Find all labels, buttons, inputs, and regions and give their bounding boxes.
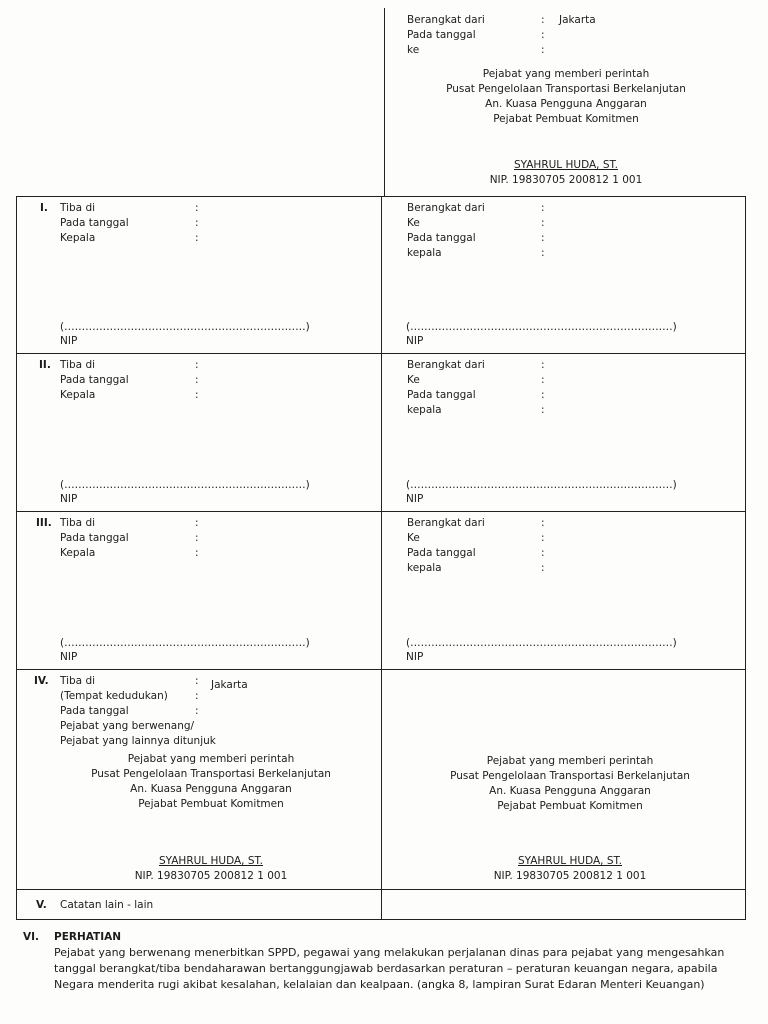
section-right-fields [407, 201, 545, 261]
label: (Tempat kedudukan) [60, 690, 168, 702]
official-line: Pusat Pengelolaan Transportasi Berkelanjutan [446, 83, 686, 95]
colon: : [195, 532, 199, 544]
section4-left-fields [60, 674, 216, 749]
row-divider [16, 889, 745, 890]
attention-text [54, 945, 744, 993]
section-left-fields [60, 358, 199, 403]
colon: : [541, 14, 545, 26]
section-left-fields [60, 201, 199, 246]
label: Berangkat dari [407, 517, 485, 529]
top-signatory-nip: NIP. 19830705 200812 1 001 [489, 174, 643, 186]
signature-line-left: (……………………………………………………………) [60, 637, 310, 649]
label: Pada tanggal [60, 374, 129, 386]
label: Ke [407, 217, 420, 229]
label: Pada tanggal [407, 389, 476, 401]
nip-label-left: NIP [60, 651, 78, 663]
colon: : [541, 29, 545, 41]
section-number: II. [39, 359, 51, 371]
signature-line-right: (…………………………………………………………………) [406, 321, 677, 333]
official-line: An. Kuasa Pengguna Anggaran [485, 98, 647, 110]
notes-label: Catatan lain - lain [60, 899, 154, 911]
official-line: An. Kuasa Pengguna Anggaran [489, 785, 651, 797]
value: Jakarta [559, 14, 596, 26]
top-signatory-name: SYAHRUL HUDA, ST. [513, 159, 619, 171]
section4-official-left [60, 752, 362, 812]
label: kepala [407, 404, 442, 416]
nip-label-left: NIP [60, 493, 78, 505]
label: Kepala [60, 547, 96, 559]
label: Berangkat dari [407, 202, 485, 214]
colon: : [541, 517, 545, 529]
colon: : [195, 359, 199, 371]
label: kepala [407, 562, 442, 574]
colon: : [541, 44, 545, 56]
section-number: VI. [23, 931, 40, 943]
section4-official-right [420, 754, 720, 814]
colon: : [195, 202, 199, 214]
label: Pada tanggal [407, 232, 476, 244]
top-departure-block [407, 13, 596, 58]
official-line: Pejabat Pembuat Komitmen [138, 798, 284, 810]
label: Tiba di [60, 359, 96, 371]
label: Kepala [60, 232, 96, 244]
colon: : [195, 690, 199, 702]
signature-line-right: (…………………………………………………………………) [406, 637, 677, 649]
signatory-name-right: SYAHRUL HUDA, ST. [517, 855, 623, 867]
section-number: III. [36, 517, 52, 529]
attention-line: Negara menderita rugi akibat kesalahan, kelalaian dan kealpaan. (angka 8, lampiran Surat Edaran Menteri Keuangan) [54, 978, 705, 991]
official-line: Pusat Pengelolaan Transportasi Berkelanjutan [450, 770, 690, 782]
nip-label-right: NIP [406, 493, 424, 505]
label: Kepala [60, 389, 96, 401]
colon: : [541, 359, 545, 371]
official-line: Pejabat Pembuat Komitmen [497, 800, 643, 812]
colon: : [541, 389, 545, 401]
colon: : [195, 547, 199, 559]
row-divider [16, 353, 745, 354]
section-right-fields [407, 358, 545, 418]
colon: : [541, 232, 545, 244]
nip-label-right: NIP [406, 651, 424, 663]
attention-title: PERHATIAN [54, 931, 122, 943]
top-row [407, 43, 596, 58]
top-official-block [420, 67, 712, 127]
section4-colons [195, 674, 199, 719]
colon: : [541, 547, 545, 559]
colon: : [195, 705, 199, 717]
official-line: Pejabat yang memberi perintah [127, 753, 295, 765]
label: Berangkat dari [407, 14, 485, 26]
official-line: An. Kuasa Pengguna Anggaran [130, 783, 292, 795]
top-divider [384, 8, 385, 196]
attention-line: Pejabat yang berwenang menerbitkan SPPD, pegawai yang melakukan perjalanan dinas para pejabat yang mengesahkan [54, 946, 725, 959]
section-number: I. [40, 202, 48, 214]
signatory-name-left: SYAHRUL HUDA, ST. [158, 855, 264, 867]
label: Pejabat yang berwenang/ [60, 720, 195, 732]
label: Pada tanggal [407, 29, 476, 41]
label: Berangkat dari [407, 359, 485, 371]
top-row [407, 13, 596, 28]
nip-label-left: NIP [60, 335, 78, 347]
colon: : [195, 374, 199, 386]
label: Tiba di [60, 202, 96, 214]
label: Pada tanggal [60, 532, 129, 544]
attention-line: tanggal berangkat/tiba bendaharawan bertanggungjawab berdasarkan peraturan – peraturan keuangan negara, apabila [54, 962, 718, 975]
row-divider [16, 669, 745, 670]
colon: : [541, 404, 545, 416]
colon: : [195, 675, 199, 687]
label: Pada tanggal [407, 547, 476, 559]
label: Ke [407, 532, 420, 544]
label: ke [407, 44, 420, 56]
signatory-nip-left: NIP. 19830705 200812 1 001 [134, 870, 288, 882]
official-line: Pusat Pengelolaan Transportasi Berkelanjutan [91, 768, 331, 780]
section-right-fields [407, 516, 545, 576]
colon: : [195, 217, 199, 229]
nip-label-right: NIP [406, 335, 424, 347]
top-row [407, 28, 596, 43]
official-line: Pejabat yang memberi perintah [486, 755, 654, 767]
table-column-divider [381, 196, 382, 919]
row-divider [16, 511, 745, 512]
label: Ke [407, 374, 420, 386]
signatory-nip-right: NIP. 19830705 200812 1 001 [493, 870, 647, 882]
colon: : [195, 517, 199, 529]
signature-line-right: (…………………………………………………………………) [406, 479, 677, 491]
colon: : [541, 217, 545, 229]
colon: : [541, 202, 545, 214]
section-number: V. [36, 899, 47, 911]
label: Tiba di [60, 517, 96, 529]
signature-line-left: (……………………………………………………………) [60, 321, 310, 333]
official-line: Pejabat yang memberi perintah [482, 68, 650, 80]
colon: : [541, 562, 545, 574]
label: Pejabat yang lainnya ditunjuk [60, 735, 216, 747]
colon: : [195, 232, 199, 244]
label: Pada tanggal [60, 705, 129, 717]
label: Pada tanggal [60, 217, 129, 229]
signature-line-left: (……………………………………………………………) [60, 479, 310, 491]
label: Tiba di [60, 675, 96, 687]
colon: : [541, 374, 545, 386]
colon: : [195, 389, 199, 401]
tiba-value: Jakarta [211, 679, 248, 691]
section-number: IV. [34, 675, 49, 687]
colon: : [541, 247, 545, 259]
section-left-fields [60, 516, 199, 561]
colon: : [541, 532, 545, 544]
official-line: Pejabat Pembuat Komitmen [493, 113, 639, 125]
label: kepala [407, 247, 442, 259]
